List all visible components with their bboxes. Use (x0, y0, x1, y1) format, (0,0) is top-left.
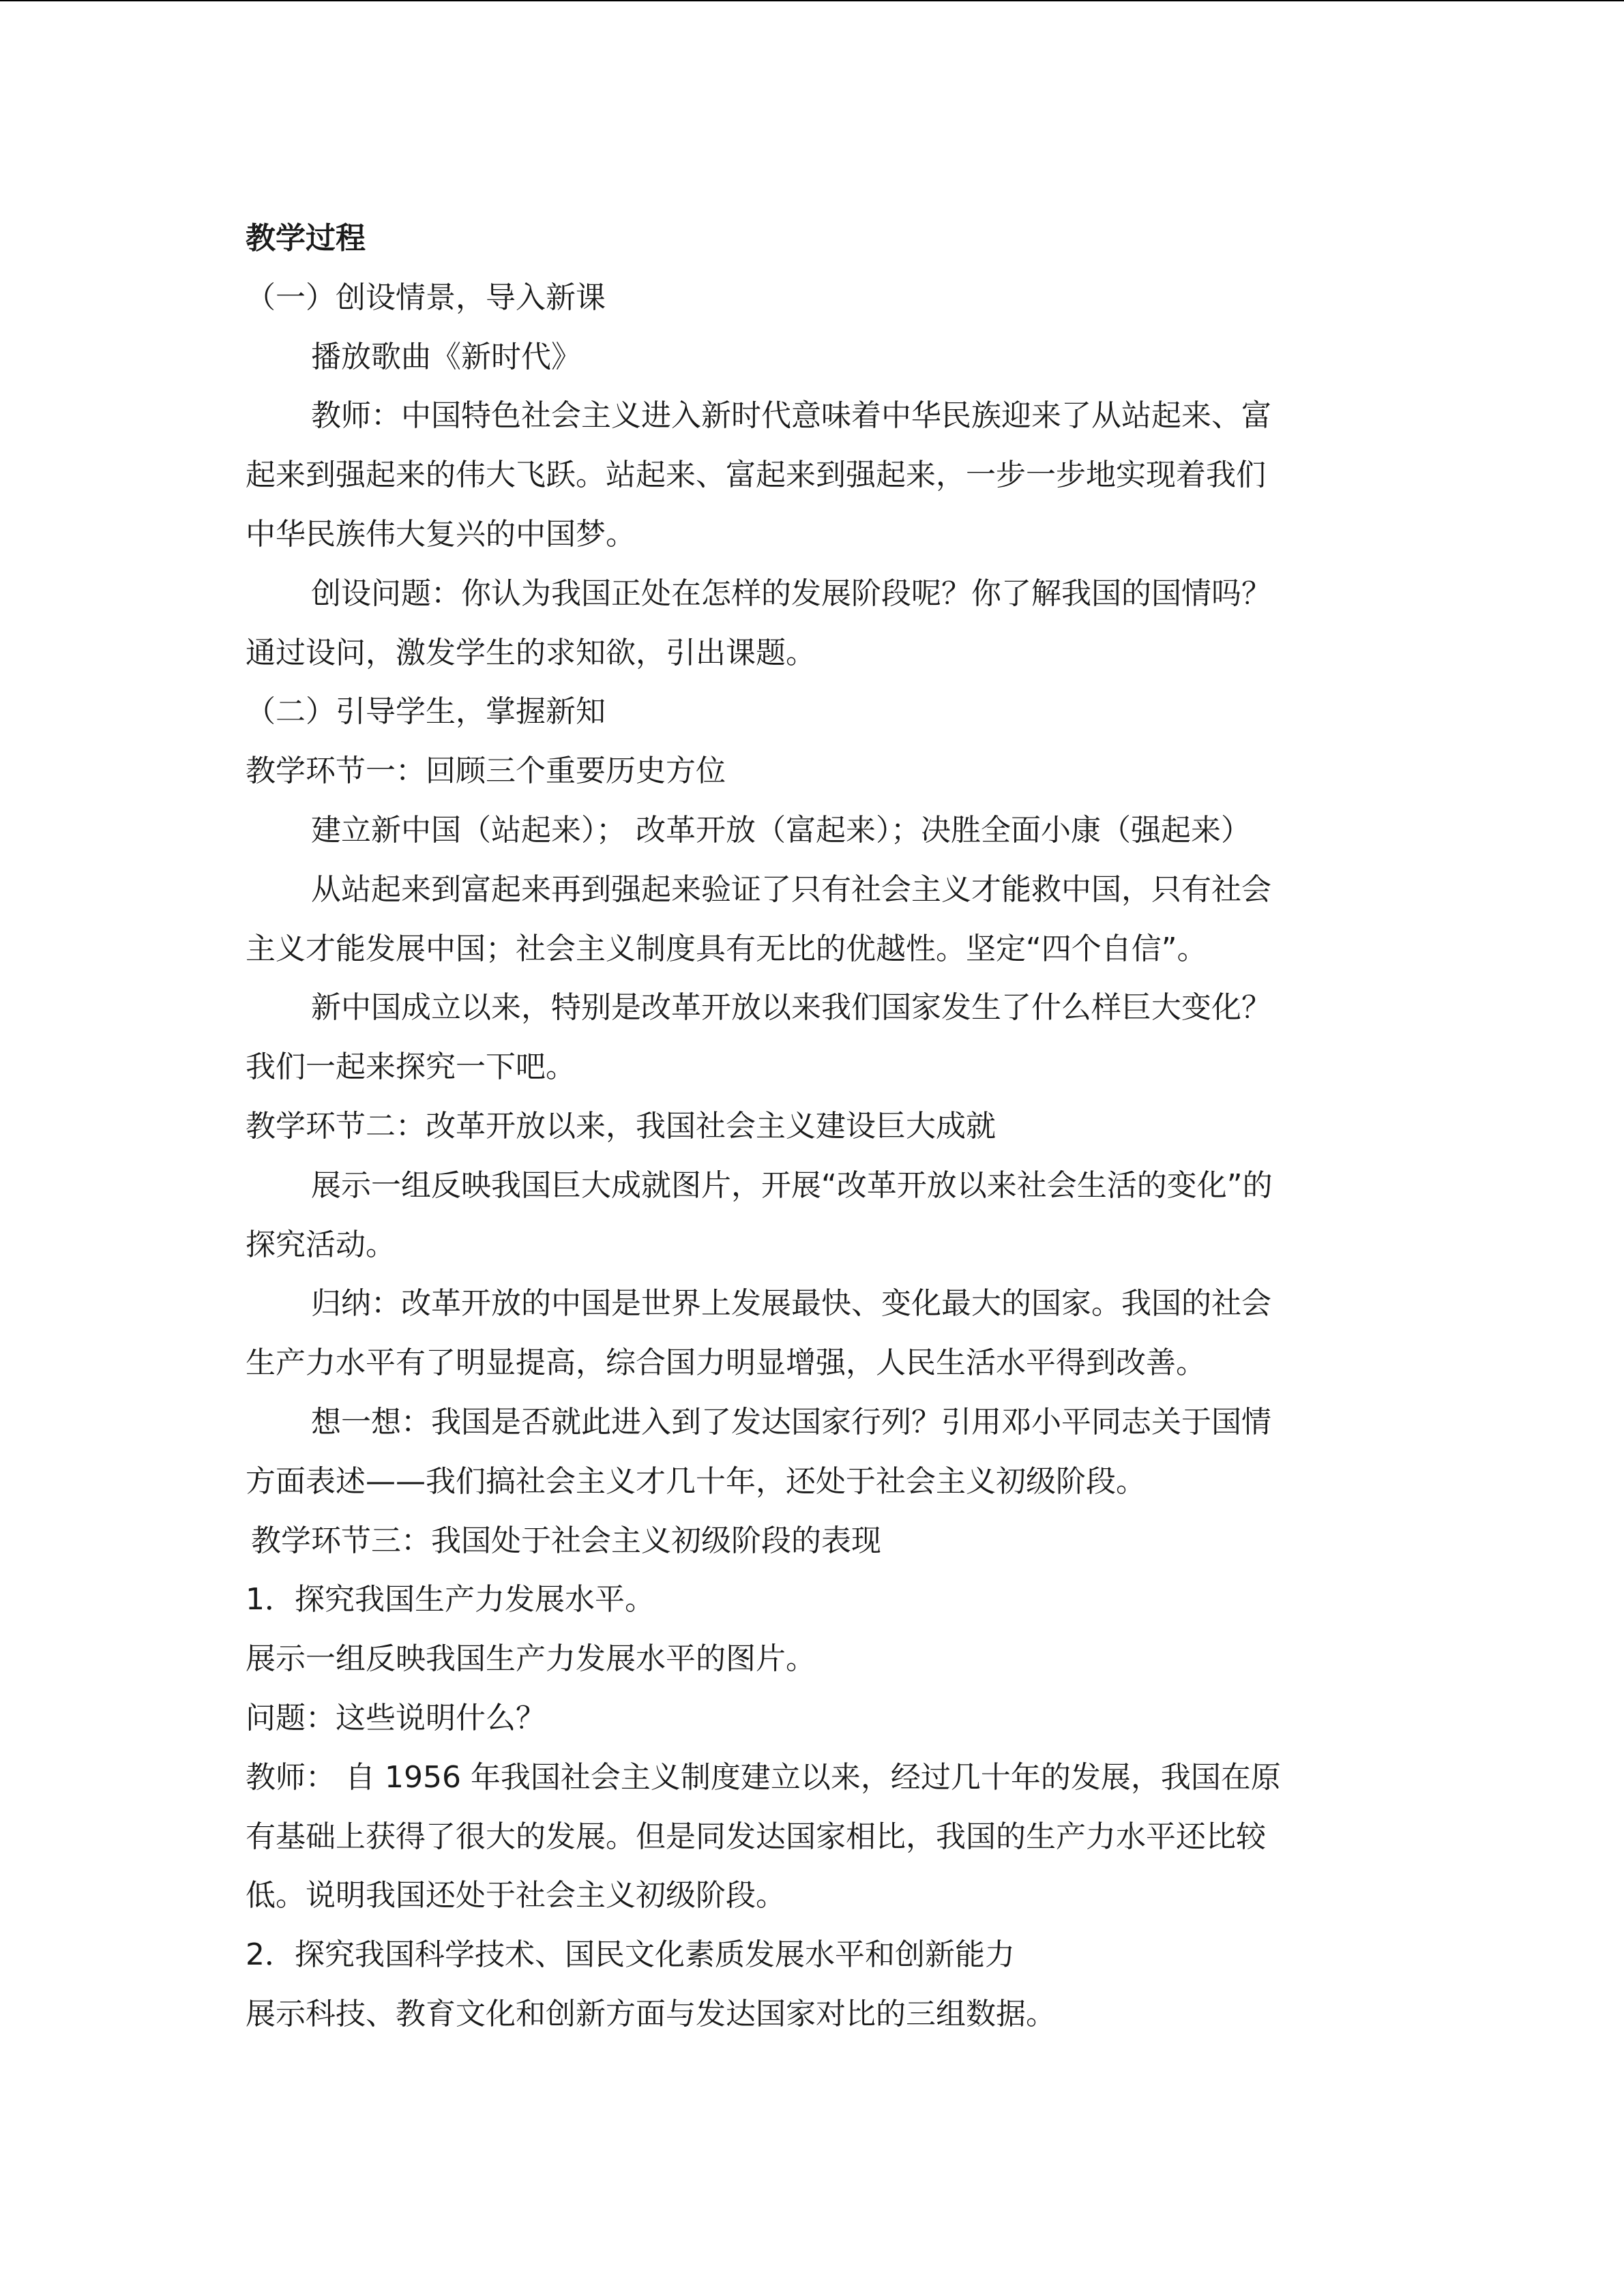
text-line: 教师：中国特色社会主义进入新时代意味着中华民族迎来了从站起来、富 (311, 398, 1271, 434)
text-line: 我们一起来探究一下吧。 (246, 1049, 576, 1085)
document-body (246, 209, 1385, 2044)
text-line: 归纳：改革开放的中国是世界上发展最快、变化最大的国家。我国的社会 (311, 1286, 1271, 1322)
text-line: 创设问题：你认为我国正处在怎样的发展阶段呢？你了解我国的国情吗？ (311, 576, 1271, 611)
text-line: 建立新中国（站起来）； 改革开放（富起来）；决胜全面小康（强起来） (311, 812, 1251, 848)
text-line: 方面表述——我们搞社会主义才几十年，还处于社会主义初级阶段。 (246, 1463, 1146, 1499)
text-line: 想一想：我国是否就此进入到了发达国家行列？引用邓小平同志关于国情 (311, 1404, 1271, 1440)
text-line: 有基础上获得了很大的发展。但是同发达国家相比，我国的生产力水平还比较 (246, 1819, 1266, 1854)
text-line: 展示一组反映我国巨大成就图片，开展“改革开放以来社会生活的变化”的 (311, 1167, 1273, 1203)
text-line: 通过设问，激发学生的求知欲，引出课题。 (246, 635, 816, 670)
text-line: 展示科技、教育文化和创新方面与发达国家对比的三组数据。 (246, 1996, 1056, 2031)
text-line: 从站起来到富起来再到强起来验证了只有社会主义才能救中国，只有社会 (311, 871, 1271, 907)
text-line: 探究活动。 (246, 1227, 396, 1262)
text-line: 主义才能发展中国；社会主义制度具有无比的优越性。坚定“四个自信”。 (246, 931, 1207, 966)
text-line: 教学环节二：改革开放以来，我国社会主义建设巨大成就 (246, 1108, 996, 1144)
text-line: 播放歌曲《新时代》 (311, 339, 581, 374)
section-heading: 教学过程 (246, 221, 366, 256)
text-line: 教师： 自 1956 年我国社会主义制度建立以来，经过几十年的发展，我国在原 (246, 1759, 1281, 1795)
text-line: 1．探究我国生产力发展水平。 (246, 1582, 655, 1617)
text-line: 展示一组反映我国生产力发展水平的图片。 (246, 1641, 816, 1677)
text-line: 教学环节三：我国处于社会主义初级阶段的表现 (251, 1523, 881, 1558)
text-line: 生产力水平有了明显提高，综合国力明显增强，人民生活水平得到改善。 (246, 1345, 1206, 1381)
text-line: 问题：这些说明什么？ (246, 1700, 546, 1735)
text-line: 低。说明我国还处于社会主义初级阶段。 (246, 1878, 786, 1913)
text-line: （二）引导学生，掌握新知 (246, 694, 606, 730)
text-line: 起来到强起来的伟大飞跃。站起来、富起来到强起来，一步一步地实现着我们 (246, 458, 1266, 493)
text-line: 中华民族伟大复兴的中国梦。 (246, 516, 636, 552)
text-line: （一）创设情景，导入新课 (246, 280, 606, 315)
text-line: 新中国成立以来，特别是改革开放以来我们国家发生了什么样巨大变化？ (311, 990, 1271, 1026)
text-line: 教学环节一：回顾三个重要历史方位 (246, 754, 726, 789)
text-line: 2．探究我国科学技术、国民文化素质发展水平和创新能力 (246, 1937, 1015, 1973)
